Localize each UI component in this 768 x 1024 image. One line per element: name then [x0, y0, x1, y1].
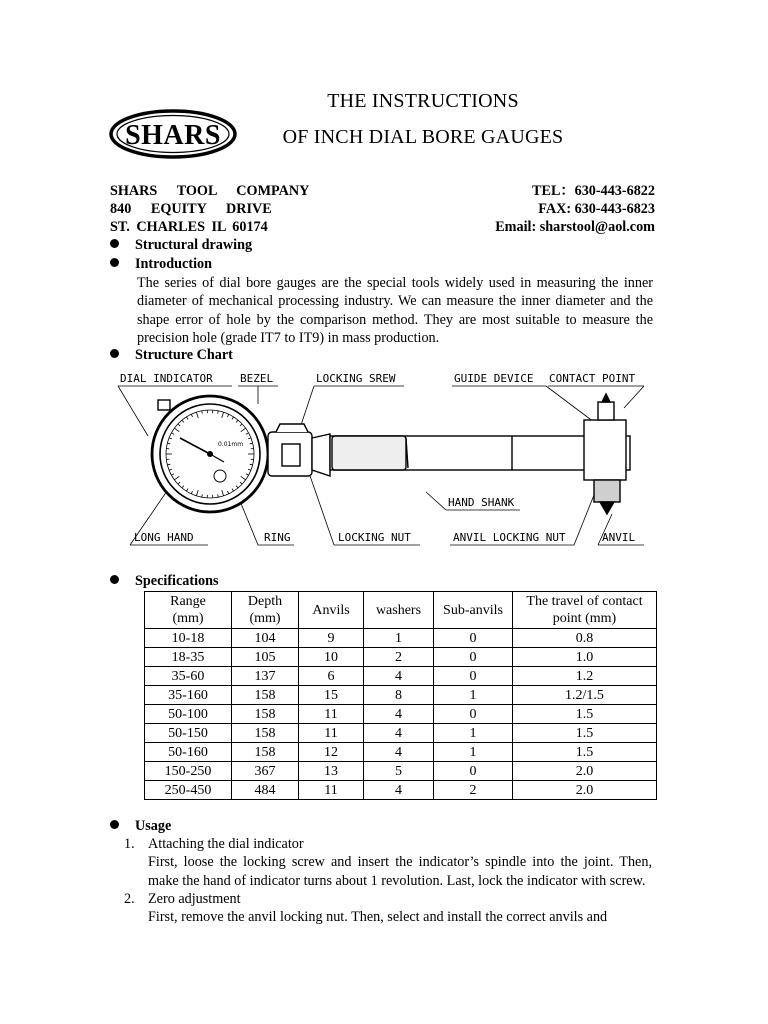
cell-washers: 4: [364, 667, 434, 686]
cell-travel: 2.0: [513, 762, 657, 781]
table-row: [145, 705, 657, 724]
cell-sub-anvils: 0: [434, 629, 513, 648]
bullet-dot: [110, 239, 119, 248]
cell-range: 10-18: [145, 629, 232, 648]
cell-anvils: 10: [299, 648, 364, 667]
cell-anvils: 13: [299, 762, 364, 781]
header-travel: The travel of contact point (mm): [513, 592, 657, 629]
cell-travel: 1.2/1.5: [513, 686, 657, 705]
cell-depth: 104: [232, 629, 299, 648]
cell-sub-anvils: 1: [434, 686, 513, 705]
cell-range: 50-150: [145, 724, 232, 743]
table-row: [145, 629, 657, 648]
cell-sub-anvils: 2: [434, 781, 513, 800]
cell-anvils: 9: [299, 629, 364, 648]
step-number: 1.: [124, 836, 135, 852]
bullet-label: Structural drawing: [135, 237, 253, 253]
table-row: [145, 667, 657, 686]
bullet-introduction: [110, 256, 212, 273]
cell-depth: 158: [232, 724, 299, 743]
cell-anvils: 15: [299, 686, 364, 705]
table-row: [145, 686, 657, 705]
cell-washers: 5: [364, 762, 434, 781]
specifications-table: [144, 591, 657, 800]
table-row: [145, 762, 657, 781]
step-title: Attaching the dial indicator: [148, 836, 304, 852]
cell-sub-anvils: 0: [434, 705, 513, 724]
company-fax: FAX: 630-443-6823: [538, 201, 655, 217]
label-locking-nut: LOCKING NUT: [338, 531, 411, 544]
cell-travel: 1.5: [513, 743, 657, 762]
label-long-hand: LONG HAND: [134, 531, 194, 544]
cell-depth: 158: [232, 705, 299, 724]
bullet-dot: [110, 820, 119, 829]
bullet-structural-drawing: [110, 237, 252, 254]
label-ring: RING: [264, 531, 291, 544]
bullet-label: Specifications: [135, 573, 219, 589]
cell-washers: 2: [364, 648, 434, 667]
bullet-specifications: [110, 573, 219, 590]
label-bezel: BEZEL: [240, 372, 274, 385]
header-washers: washers: [364, 592, 434, 629]
cell-range: 150-250: [145, 762, 232, 781]
label-anvil-locking-nut: ANVIL LOCKING NUT: [453, 531, 566, 544]
cell-depth: 137: [232, 667, 299, 686]
table-row: [145, 781, 657, 800]
bullet-label: Usage: [135, 818, 172, 834]
table-row: [145, 724, 657, 743]
cell-travel: 1.5: [513, 705, 657, 724]
label-guide-device: GUIDE DEVICE: [454, 372, 534, 385]
bullet-dot: [110, 349, 119, 358]
cell-range: 35-60: [145, 667, 232, 686]
introduction-paragraph: The series of dial bore gauges are the special tools widely used in measuring the inner diameter of mechanical processing industry. We can measure the inner diameter and the shape error of hole by the comparison method. They are most suitable to measure the precision hole (grade IT7 to IT9) in mass production.: [137, 275, 653, 346]
header-depth: Depth (mm): [232, 592, 299, 629]
logo-text: SHARS: [125, 120, 221, 151]
label-dial-indicator: DIAL INDICATOR: [120, 372, 213, 385]
title-line-1: THE INSTRUCTIONS: [327, 90, 519, 112]
usage-steps: [124, 835, 652, 926]
company-name: SHARS TOOL COMPANY: [110, 183, 310, 199]
label-anvil: ANVIL: [602, 531, 636, 544]
bullet-structure-chart: [110, 347, 233, 364]
cell-anvils: 11: [299, 781, 364, 800]
usage-step: [124, 890, 652, 927]
cell-washers: 4: [364, 705, 434, 724]
cell-anvils: 6: [299, 667, 364, 686]
cell-sub-anvils: 0: [434, 762, 513, 781]
cell-anvils: 12: [299, 743, 364, 762]
shars-logo: [108, 108, 238, 160]
cell-range: 18-35: [145, 648, 232, 667]
label-contact-point: CONTACT POINT: [549, 372, 636, 385]
cell-depth: 158: [232, 686, 299, 705]
cell-range: 50-100: [145, 705, 232, 724]
bore-gauge-drawing: [108, 364, 648, 554]
cell-travel: 0.8: [513, 629, 657, 648]
cell-depth: 105: [232, 648, 299, 667]
cell-sub-anvils: 0: [434, 648, 513, 667]
cell-sub-anvils: 0: [434, 667, 513, 686]
cell-sub-anvils: 1: [434, 724, 513, 743]
table-row: [145, 648, 657, 667]
company-city: ST. CHARLES IL 60174: [110, 219, 268, 235]
company-address: 840 EQUITY DRIVE: [110, 201, 272, 217]
cell-travel: 1.2: [513, 667, 657, 686]
step-title: Zero adjustment: [148, 890, 241, 907]
bullet-usage: [110, 818, 171, 835]
cell-sub-anvils: 1: [434, 743, 513, 762]
cell-travel: 1.0: [513, 648, 657, 667]
header-range: Range (mm): [145, 592, 232, 629]
title-line-2: OF INCH DIAL BORE GAUGES: [282, 126, 564, 148]
cell-range: 50-160: [145, 743, 232, 762]
cell-washers: 4: [364, 743, 434, 762]
cell-washers: 4: [364, 781, 434, 800]
structure-chart-figure: [108, 364, 648, 554]
cell-washers: 8: [364, 686, 434, 705]
bullet-label: Structure Chart: [135, 347, 233, 363]
label-locking-srew: LOCKING SREW: [316, 372, 396, 385]
header-anvils: Anvils: [299, 592, 364, 629]
step-text: First, remove the anvil locking nut. Then, select and install the correct anvils and: [148, 909, 608, 926]
cell-anvils: 11: [299, 724, 364, 743]
cell-anvils: 11: [299, 705, 364, 724]
cell-depth: 367: [232, 762, 299, 781]
company-address-block: [110, 182, 309, 236]
bullet-dot: [110, 575, 119, 584]
cell-travel: 1.5: [513, 724, 657, 743]
bullet-label: Introduction: [135, 256, 212, 272]
label-hand-shank: HAND SHANK: [448, 496, 515, 509]
table-row: [145, 743, 657, 762]
usage-step: [124, 835, 652, 890]
svg-text:0.01mm: 0.01mm: [218, 441, 244, 448]
header-sub-anvils: Sub-anvils: [434, 592, 513, 629]
dial-indicator-icon: [152, 396, 268, 512]
bullet-dot: [110, 258, 119, 267]
cell-depth: 484: [232, 781, 299, 800]
table-header-row: [145, 592, 657, 629]
cell-travel: 2.0: [513, 781, 657, 800]
company-tel: TEL：630-443-6822: [532, 183, 655, 199]
cell-range: 250-450: [145, 781, 232, 800]
cell-depth: 158: [232, 743, 299, 762]
step-text: First, loose the locking screw and insert the indicator’s spindle into the joint. Then, make the hand of indicator turns about 1 revolution. Last, lock the indicator with screw.: [148, 854, 652, 889]
company-contact-block: [495, 182, 655, 236]
cell-range: 35-160: [145, 686, 232, 705]
cell-washers: 4: [364, 724, 434, 743]
company-email: Email: sharstool@aol.com: [495, 219, 655, 235]
cell-washers: 1: [364, 629, 434, 648]
step-number: 2.: [124, 890, 135, 907]
